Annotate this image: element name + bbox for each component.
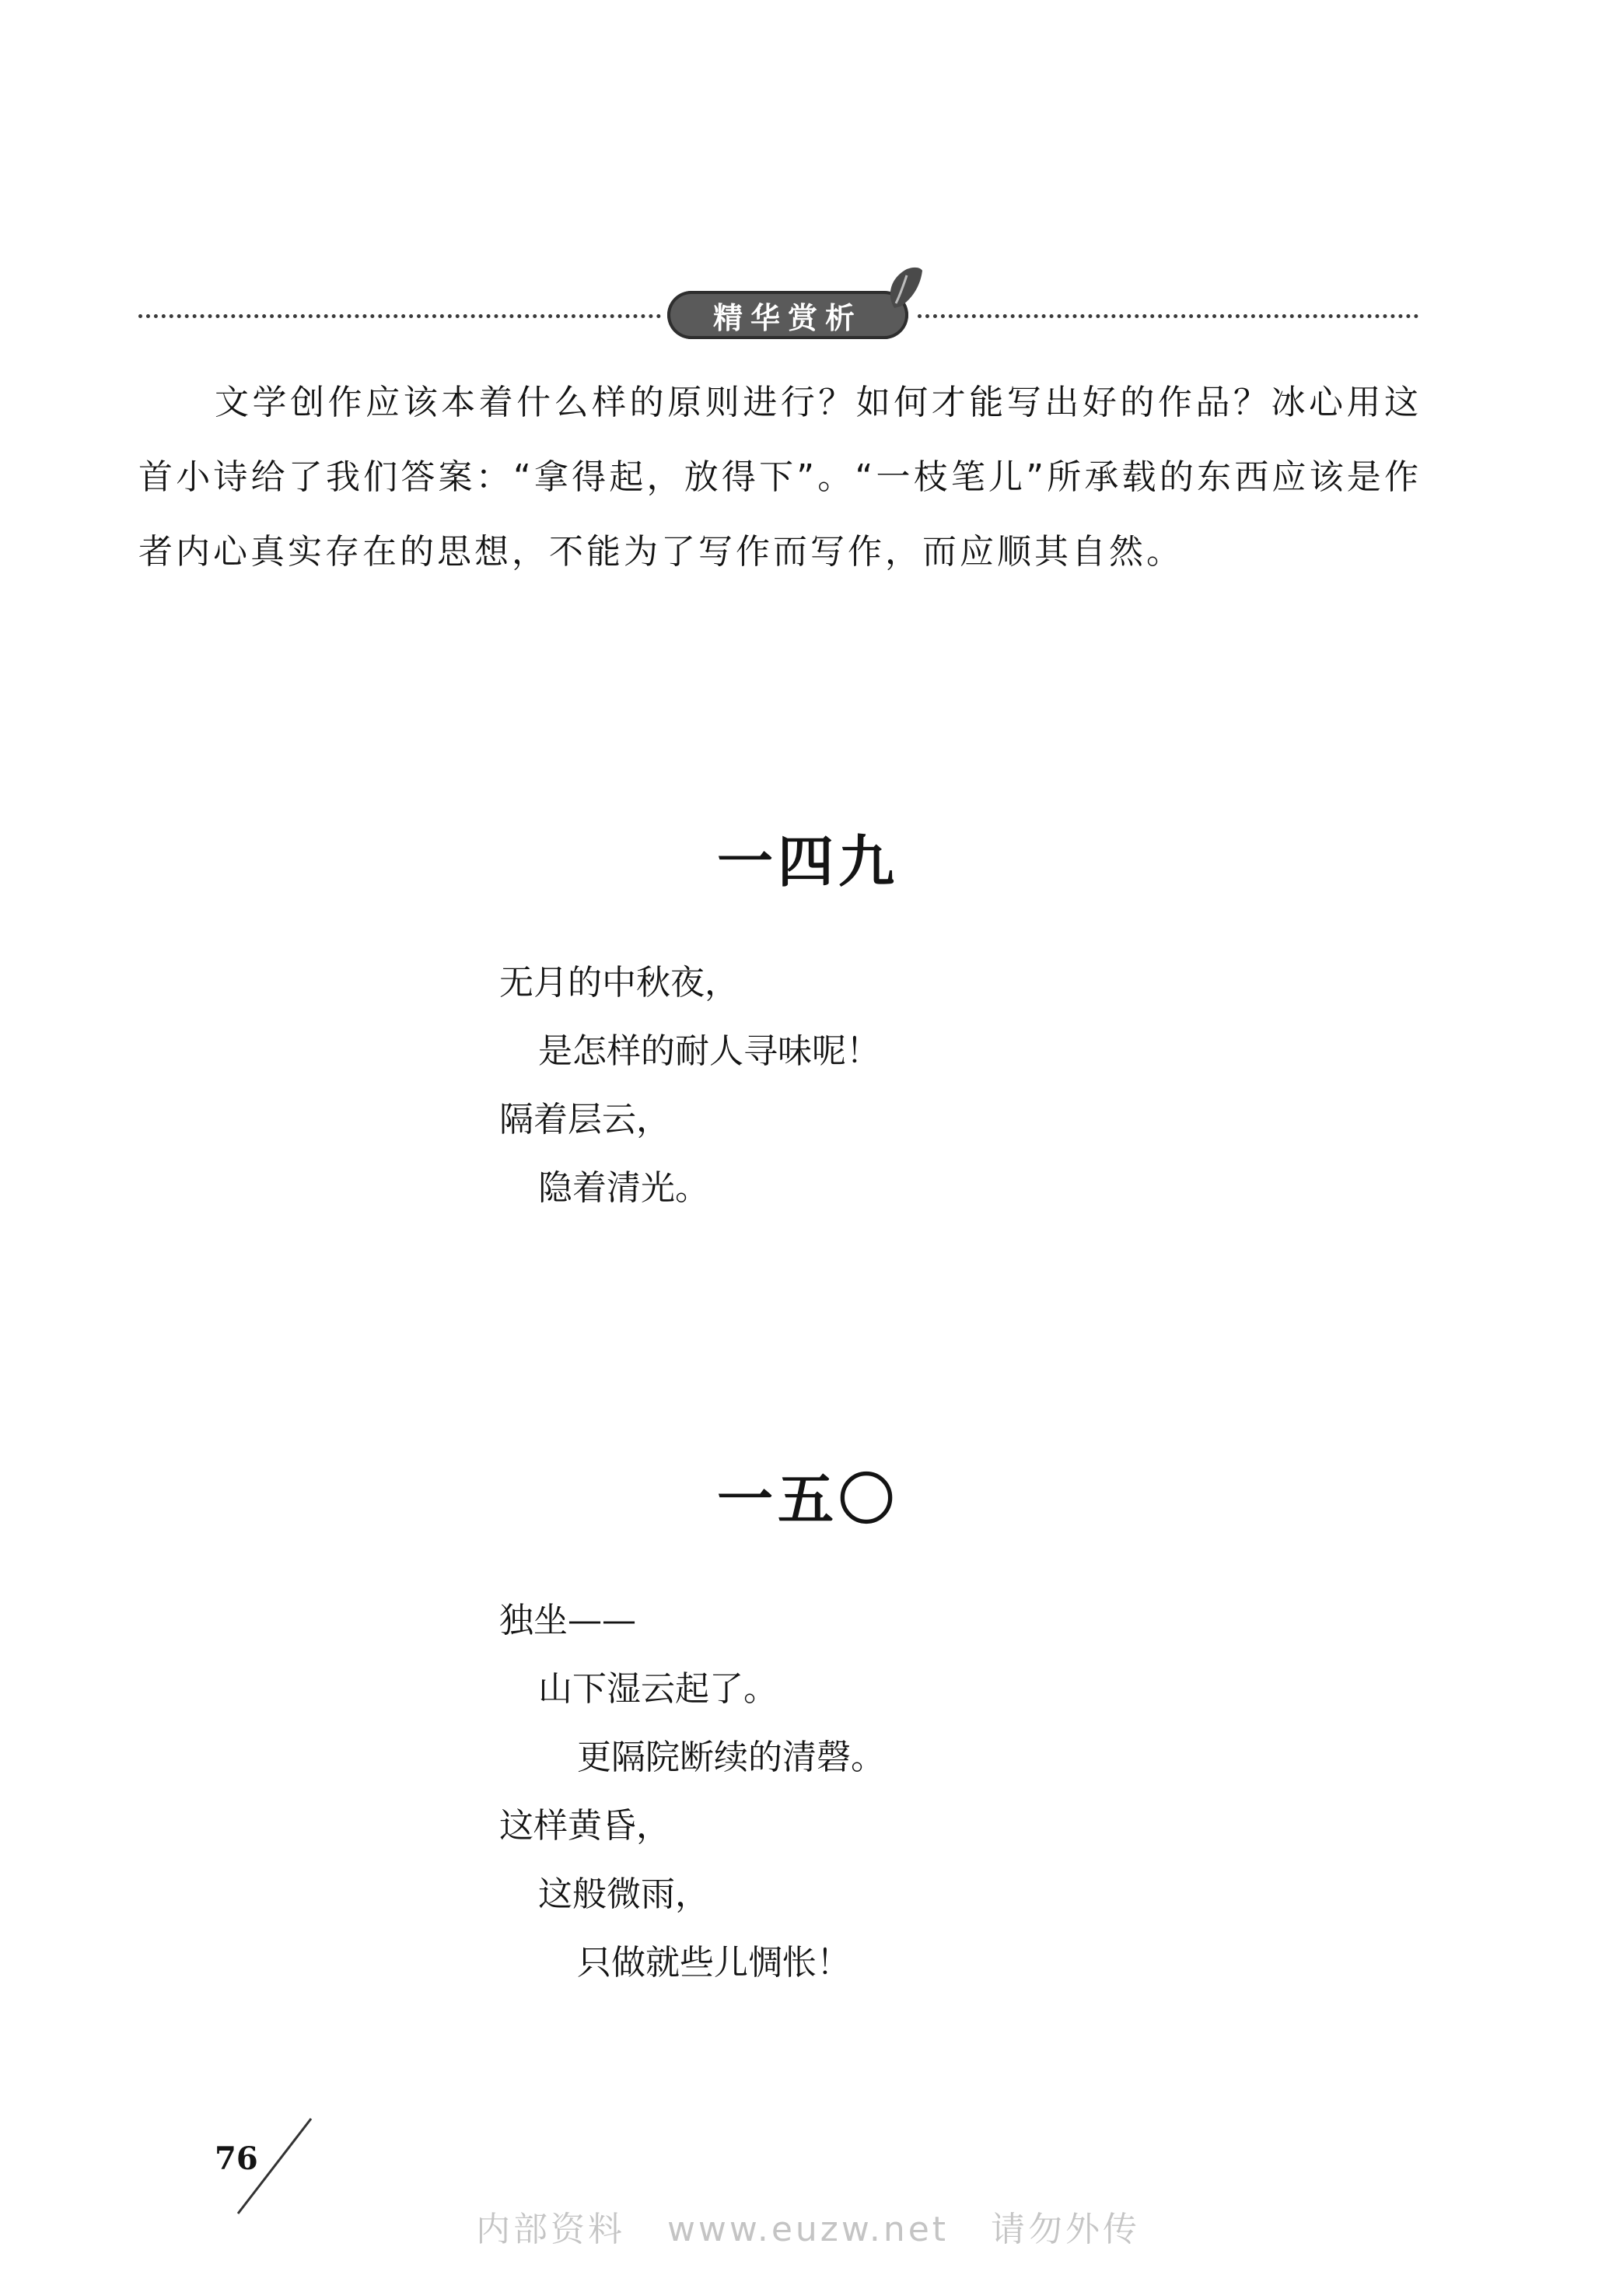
poem-line: 独坐——: [499, 1601, 636, 1640]
section-header: [138, 288, 1418, 342]
poem-body-149: [499, 949, 1277, 1223]
page-number: 76: [215, 2140, 258, 2177]
poem-line: 隔着层云，: [499, 1100, 670, 1139]
dotted-rule-right: [918, 314, 1418, 318]
poem-line: 隐着清光。: [538, 1168, 709, 1208]
section-label: 精华赏析: [712, 300, 862, 335]
leaf-icon: [883, 264, 924, 311]
poem-line: 无月的中秋夜，: [499, 963, 739, 1003]
watermark: 内部资料 www.euzw.net 请勿外传: [475, 2210, 1141, 2249]
dotted-rule-left: [138, 314, 661, 318]
poem-line: 这样黄昏，: [499, 1806, 670, 1846]
poem-line: 只做就些儿惆怅！: [577, 1943, 851, 1983]
section-label-pill: [667, 291, 908, 339]
poem-title-149: 一四九: [716, 829, 899, 894]
poem-title-150: 一五〇: [716, 1467, 899, 1532]
poem-line: 是怎样的耐人寻味呢！: [538, 1031, 880, 1071]
poem-line: 这般微雨，: [538, 1874, 709, 1914]
poem-line: 更隔院断续的清磬。: [577, 1738, 885, 1777]
poem-body-150: [499, 1587, 1277, 1997]
analysis-paragraph: 文学创作应该本着什么样的原则进行？如何才能写出好的作品？冰心用这首小诗给了我们答案：“拿得起，放得下”。“一枝笔儿”所承载的东西应该是作者内心真实存在的思想，不能为了写作而写作，而应顺其自然。: [138, 383, 1422, 572]
poem-line: 山下湿云起了。: [538, 1669, 778, 1709]
